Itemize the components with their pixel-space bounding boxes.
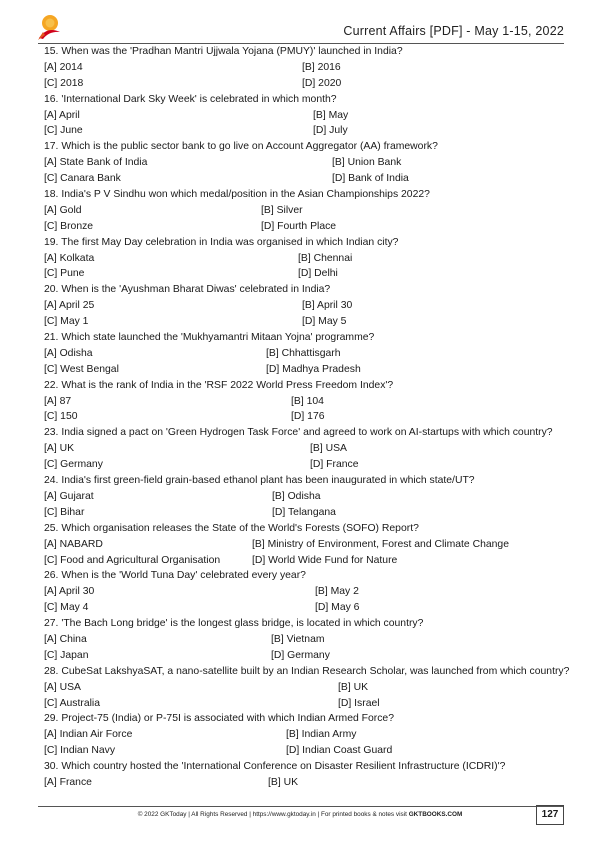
option-b: [B] April 30 xyxy=(302,300,353,312)
question-text: 28. CubeSat LakshyaSAT, a nano-satellite built by an Indian Research Scholar, was launched from which country? xyxy=(44,665,570,677)
option-b: [B] Silver xyxy=(261,204,303,216)
option-b: [B] 104 xyxy=(291,395,324,407)
option-c: [C] May 4 xyxy=(44,602,89,614)
options-row xyxy=(44,266,564,282)
option-b: [B] Indian Army xyxy=(286,729,357,741)
options-row xyxy=(44,409,564,425)
options-row xyxy=(44,203,564,219)
option-d: [D] Germany xyxy=(271,649,330,661)
option-b: [B] UK xyxy=(338,681,369,693)
question-text: 30. Which country hosted the 'International Conference on Disaster Resilient Infrastructure (ICDRI)'? xyxy=(44,761,506,773)
option-b: [B] USA xyxy=(310,443,347,455)
question-text: 18. India's P V Sindhu won which medal/position in the Asian Championships 2022? xyxy=(44,189,430,201)
footer-divider xyxy=(38,806,564,807)
question-text: 17. Which is the public sector bank to go live on Account Aggregator (AA) framework? xyxy=(44,141,438,153)
option-d: [D] Israel xyxy=(338,697,380,709)
option-a: [A] China xyxy=(44,633,87,645)
question-text: 23. India signed a pact on 'Green Hydrogen Task Force' and agreed to work on AI-startups with which country? xyxy=(44,427,553,439)
option-b: [B] Ministry of Environment, Forest and Climate Change xyxy=(252,538,509,550)
question-list xyxy=(44,44,570,791)
option-c: [C] 2018 xyxy=(44,77,84,89)
question-text: 26. When is the 'World Tuna Day' celebrated every year? xyxy=(44,570,306,582)
option-a: [A] UK xyxy=(44,443,75,455)
option-a: [A] Gujarat xyxy=(44,490,94,502)
options-row xyxy=(44,775,564,791)
options-row xyxy=(44,171,564,187)
question-text: 19. The first May Day celebration in India was organised in which Indian city? xyxy=(44,236,399,248)
option-b: [B] Vietnam xyxy=(271,633,325,645)
footer-text: © 2022 GKToday | All Rights Reserved | https://www.gktoday.in | For printed books & notes visit xyxy=(137,811,407,818)
option-b: [B] May 2 xyxy=(315,586,359,598)
options-row xyxy=(44,648,564,664)
option-c: [C] Indian Navy xyxy=(44,745,116,757)
option-c: [C] West Bengal xyxy=(44,363,119,375)
options-row xyxy=(44,537,564,553)
option-d: [D] Indian Coast Guard xyxy=(286,745,393,757)
option-d: [D] France xyxy=(310,459,359,471)
option-b: [B] Union Bank xyxy=(332,157,402,169)
options-row xyxy=(44,314,564,330)
options-row xyxy=(44,298,564,314)
option-d: [D] World Wide Fund for Nature xyxy=(252,554,398,566)
option-a: [A] State Bank of India xyxy=(44,157,148,169)
options-row xyxy=(44,600,564,616)
question-text: 29. Project-75 (India) or P-75I is associated with which Indian Armed Force? xyxy=(44,713,394,725)
options-row xyxy=(44,123,564,139)
option-b: [B] Chennai xyxy=(298,252,353,264)
option-b: [B] UK xyxy=(268,776,299,788)
option-c: [C] Australia xyxy=(44,697,101,709)
option-a: [A] NABARD xyxy=(44,538,103,550)
option-a: [A] 2014 xyxy=(44,61,83,73)
options-row xyxy=(44,346,564,362)
option-d: [D] 176 xyxy=(291,411,325,423)
question-text: 27. 'The Bach Long bridge' is the longest glass bridge, is located in which country? xyxy=(44,618,424,630)
option-d: [D] July xyxy=(313,125,348,137)
question-text: 16. 'International Dark Sky Week' is celebrated in which month? xyxy=(44,93,337,105)
option-a: [A] Gold xyxy=(44,204,82,216)
option-b: [B] Chhattisgarh xyxy=(266,347,341,359)
question-text: 24. India's first green-field grain-based ethanol plant has been inaugurated in which state/UT? xyxy=(44,475,475,487)
options-row xyxy=(44,553,564,569)
option-c: [C] May 1 xyxy=(44,316,89,328)
question-text: 21. Which state launched the 'Mukhyamantri Mitaan Yojna' programme? xyxy=(44,332,375,344)
option-c: [C] Canara Bank xyxy=(44,173,121,185)
option-d: [D] Delhi xyxy=(298,268,338,280)
option-a: [A] April 30 xyxy=(44,586,95,598)
options-row xyxy=(44,76,564,92)
options-row xyxy=(44,584,564,600)
options-row xyxy=(44,696,564,712)
footer-copyright xyxy=(0,811,600,818)
question-text: 20. When is the 'Ayushman Bharat Diwas' celebrated in India? xyxy=(44,284,331,296)
options-row xyxy=(44,60,564,76)
option-d: [D] May 6 xyxy=(315,602,360,614)
options-row xyxy=(44,632,564,648)
option-c: [C] Japan xyxy=(44,649,89,661)
options-row xyxy=(44,394,564,410)
option-b: [B] May xyxy=(313,109,349,121)
options-row xyxy=(44,155,564,171)
option-a: [A] April 25 xyxy=(44,300,95,312)
option-d: [D] Madhya Pradesh xyxy=(266,363,361,375)
option-a: [A] Kolkata xyxy=(44,252,95,264)
option-d: [D] May 5 xyxy=(302,316,347,328)
option-c: [C] 150 xyxy=(44,411,78,423)
options-row xyxy=(44,251,564,267)
option-d: [D] Telangana xyxy=(272,506,336,518)
options-row xyxy=(44,362,564,378)
gktoday-logo-icon xyxy=(34,12,64,42)
option-b: [B] Odisha xyxy=(272,490,321,502)
options-row xyxy=(44,489,564,505)
option-a: [A] Indian Air Force xyxy=(44,729,133,741)
option-c: [C] Food and Agricultural Organisation xyxy=(44,554,221,566)
option-c: [C] June xyxy=(44,125,83,137)
option-a: [A] 87 xyxy=(44,395,72,407)
option-a: [A] USA xyxy=(44,681,81,693)
option-a: [A] Odisha xyxy=(44,347,93,359)
option-c: [C] Bronze xyxy=(44,220,94,232)
options-row xyxy=(44,219,564,235)
options-row xyxy=(44,680,564,696)
option-a: [A] April xyxy=(44,109,80,121)
document-title: Current Affairs [PDF] - May 1-15, 2022 xyxy=(343,24,564,38)
question-text: 15. When was the 'Pradhan Mantri Ujjwala Yojana (PMUY)' launched in India? xyxy=(44,46,403,57)
option-d: [D] 2020 xyxy=(302,77,342,89)
option-c: [C] Pune xyxy=(44,268,85,280)
options-row xyxy=(44,743,564,759)
option-c: [C] Germany xyxy=(44,459,103,471)
question-text: 22. What is the rank of India in the 'RSF 2022 World Press Freedom Index'? xyxy=(44,379,394,391)
options-row xyxy=(44,457,564,473)
options-row xyxy=(44,441,564,457)
question-text: 25. Which organisation releases the State of the World's Forests (SOFO) Report? xyxy=(44,522,419,534)
options-row xyxy=(44,108,564,124)
options-row xyxy=(44,727,564,743)
option-d: [D] Fourth Place xyxy=(261,220,337,232)
option-d: [D] Bank of India xyxy=(332,173,409,185)
option-c: [C] Bihar xyxy=(44,506,85,518)
page-number: 127 xyxy=(536,805,564,825)
options-row xyxy=(44,505,564,521)
footer-brand-link[interactable]: GKTBOOKS.COM xyxy=(408,811,463,818)
option-b: [B] 2016 xyxy=(302,61,341,73)
option-a: [A] France xyxy=(44,776,92,788)
